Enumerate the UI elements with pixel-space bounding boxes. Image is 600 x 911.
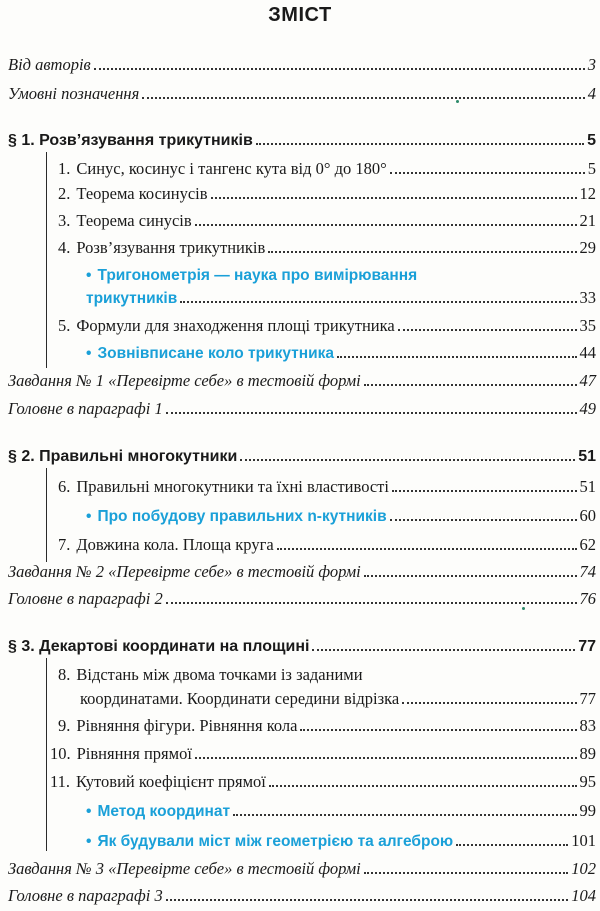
toc-summary-3[interactable]: Головне в параграфі 3 104 bbox=[8, 886, 596, 905]
toc-entry-3[interactable]: 3. Теорема синусів 21 bbox=[58, 211, 596, 230]
bullet-icon: • bbox=[86, 508, 92, 525]
bullet-icon: • bbox=[86, 833, 92, 850]
toc-extra-excircle[interactable]: • Зовнівписане коло трикутника 44 bbox=[86, 343, 596, 362]
toc-entry-6[interactable]: 6. Правильні многокутники та їхні властивості 51 bbox=[58, 477, 596, 496]
print-speck bbox=[456, 100, 459, 103]
section-heading-2[interactable]: § 2. Правильні многокутники 51 bbox=[8, 448, 596, 465]
section-2-bracket bbox=[46, 468, 47, 562]
toc-test-3[interactable]: Завдання № 3 «Перевірте себе» в тестовій формі 102 bbox=[8, 859, 596, 878]
toc-entry-from-authors[interactable]: Від авторів 3 bbox=[8, 55, 596, 74]
print-speck bbox=[522, 607, 525, 610]
toc-summary-1[interactable]: Головне в параграфі 1 49 bbox=[8, 399, 596, 418]
toc-entry-8[interactable]: 8. Відстань між двома точками із заданими координатами. Координати середини відрізка 77 bbox=[58, 665, 596, 708]
toc-test-1[interactable]: Завдання № 1 «Перевірте себе» в тестовій формі 47 bbox=[8, 371, 596, 390]
page-title: ЗМІСТ bbox=[268, 4, 332, 26]
toc-extra-bridge[interactable]: • Як будували міст між геометрією та алгеброю 101 bbox=[86, 831, 596, 850]
toc-entry-7[interactable]: 7. Довжина кола. Площа круга 62 bbox=[58, 535, 596, 554]
toc-entry-1[interactable]: 1. Синус, косинус і тангенс кута від 0° до 180° 5 bbox=[58, 159, 596, 178]
section-3-bracket bbox=[46, 658, 47, 851]
toc-entry-5[interactable]: 5. Формули для знаходження площі трикутника 35 bbox=[58, 316, 596, 335]
bullet-icon: • bbox=[86, 345, 92, 362]
toc-extra-trigonometry[interactable]: • Тригонометрія — наука про вимірювання трикутників 33 bbox=[86, 267, 596, 307]
bullet-icon: • bbox=[86, 803, 92, 820]
toc-entry-4[interactable]: 4. Розв’язування трикутників 29 bbox=[58, 238, 596, 257]
toc-test-2[interactable]: Завдання № 2 «Перевірте себе» в тестовій формі 74 bbox=[8, 562, 596, 581]
toc-entry-10[interactable]: 10. Рівняння прямої 89 bbox=[50, 744, 596, 763]
section-heading-3[interactable]: § 3. Декартові координати на площині 77 bbox=[8, 638, 596, 655]
toc-summary-2[interactable]: Головне в параграфі 2 76 bbox=[8, 589, 596, 608]
toc-entry-11[interactable]: 11. Кутовий коефіцієнт прямої 95 bbox=[50, 772, 596, 791]
toc-extra-n-gons[interactable]: • Про побудову правильних n-кутників 60 bbox=[86, 506, 596, 525]
toc-entry-9[interactable]: 9. Рівняння фігури. Рівняння кола 83 bbox=[58, 716, 596, 735]
section-1-bracket bbox=[46, 152, 47, 368]
section-heading-1[interactable]: § 1. Розв’язування трикутників 5 bbox=[8, 132, 596, 149]
toc-extra-coordinate-method[interactable]: • Метод координат 99 bbox=[86, 801, 596, 820]
toc-entry-2[interactable]: 2. Теорема косинусів 12 bbox=[58, 184, 596, 203]
bullet-icon: • bbox=[86, 267, 92, 284]
toc-entry-symbols[interactable]: Умовні позначення 4 bbox=[8, 84, 596, 103]
